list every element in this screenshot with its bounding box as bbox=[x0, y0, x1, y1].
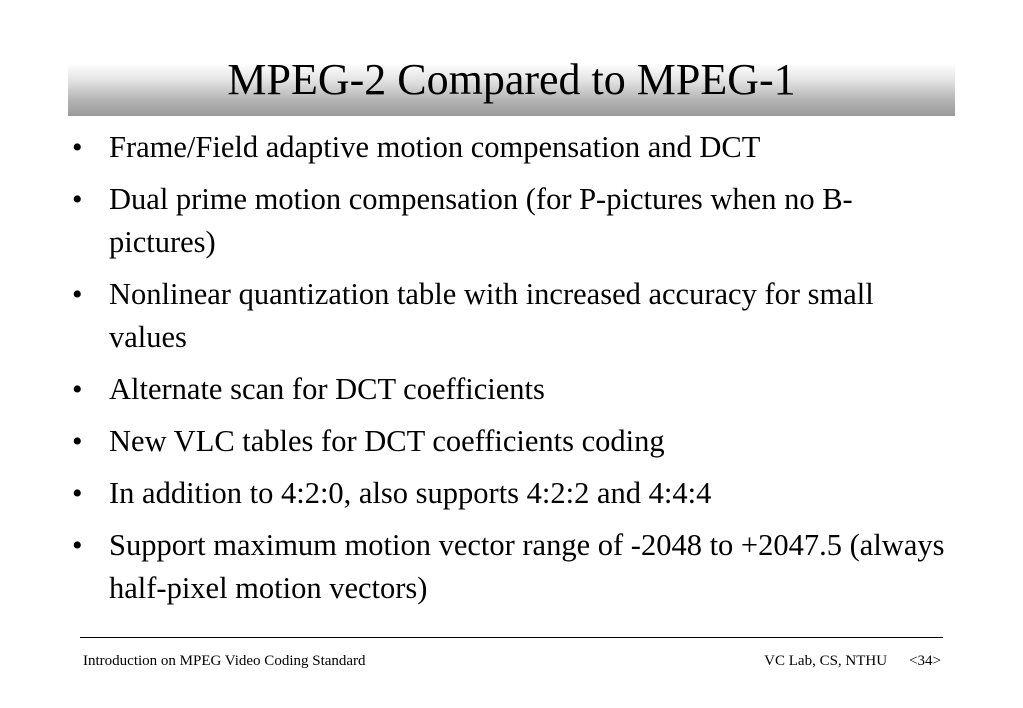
bullet-text: Frame/Field adaptive motion compensation and DCT bbox=[109, 130, 761, 164]
bullet-list bbox=[72, 126, 952, 619]
footer-divider bbox=[80, 637, 943, 638]
slide-title: MPEG-2 Compared to MPEG-1 bbox=[227, 55, 796, 104]
bullet-text: New VLC tables for DCT coefficients coding bbox=[109, 424, 665, 458]
bullet-text: Nonlinear quantization table with increased accuracy for small values bbox=[109, 277, 874, 354]
bullet-item bbox=[72, 472, 952, 515]
bullet-marker: • bbox=[72, 183, 83, 216]
bullet-text: In addition to 4:2:0, also supports 4:2:2 and 4:4:4 bbox=[109, 476, 712, 510]
bullet-marker: • bbox=[72, 425, 83, 458]
bullet-marker: • bbox=[72, 278, 83, 311]
bullet-item bbox=[72, 420, 952, 463]
bullet-marker: • bbox=[72, 477, 83, 510]
bullet-marker: • bbox=[72, 529, 83, 562]
page-number: <34> bbox=[909, 653, 941, 669]
bullet-text: Support maximum motion vector range of -2048 to +2047.5 (always half-pixel motion vectors) bbox=[109, 528, 945, 605]
bullet-item bbox=[72, 126, 952, 169]
bullet-item bbox=[72, 524, 952, 610]
bullet-item bbox=[72, 178, 952, 264]
bullet-item bbox=[72, 273, 952, 359]
bullet-text: Dual prime motion compensation (for P-pictures when no B-pictures) bbox=[109, 182, 853, 259]
bullet-item bbox=[72, 368, 952, 411]
footer-course-title: Introduction on MPEG Video Coding Standard bbox=[83, 653, 366, 669]
bullet-marker: • bbox=[72, 373, 83, 406]
footer-right bbox=[764, 651, 941, 671]
footer-org: VC Lab, CS, NTHU bbox=[764, 653, 888, 669]
bullet-text: Alternate scan for DCT coefficients bbox=[109, 372, 545, 406]
bullet-marker: • bbox=[72, 131, 83, 164]
